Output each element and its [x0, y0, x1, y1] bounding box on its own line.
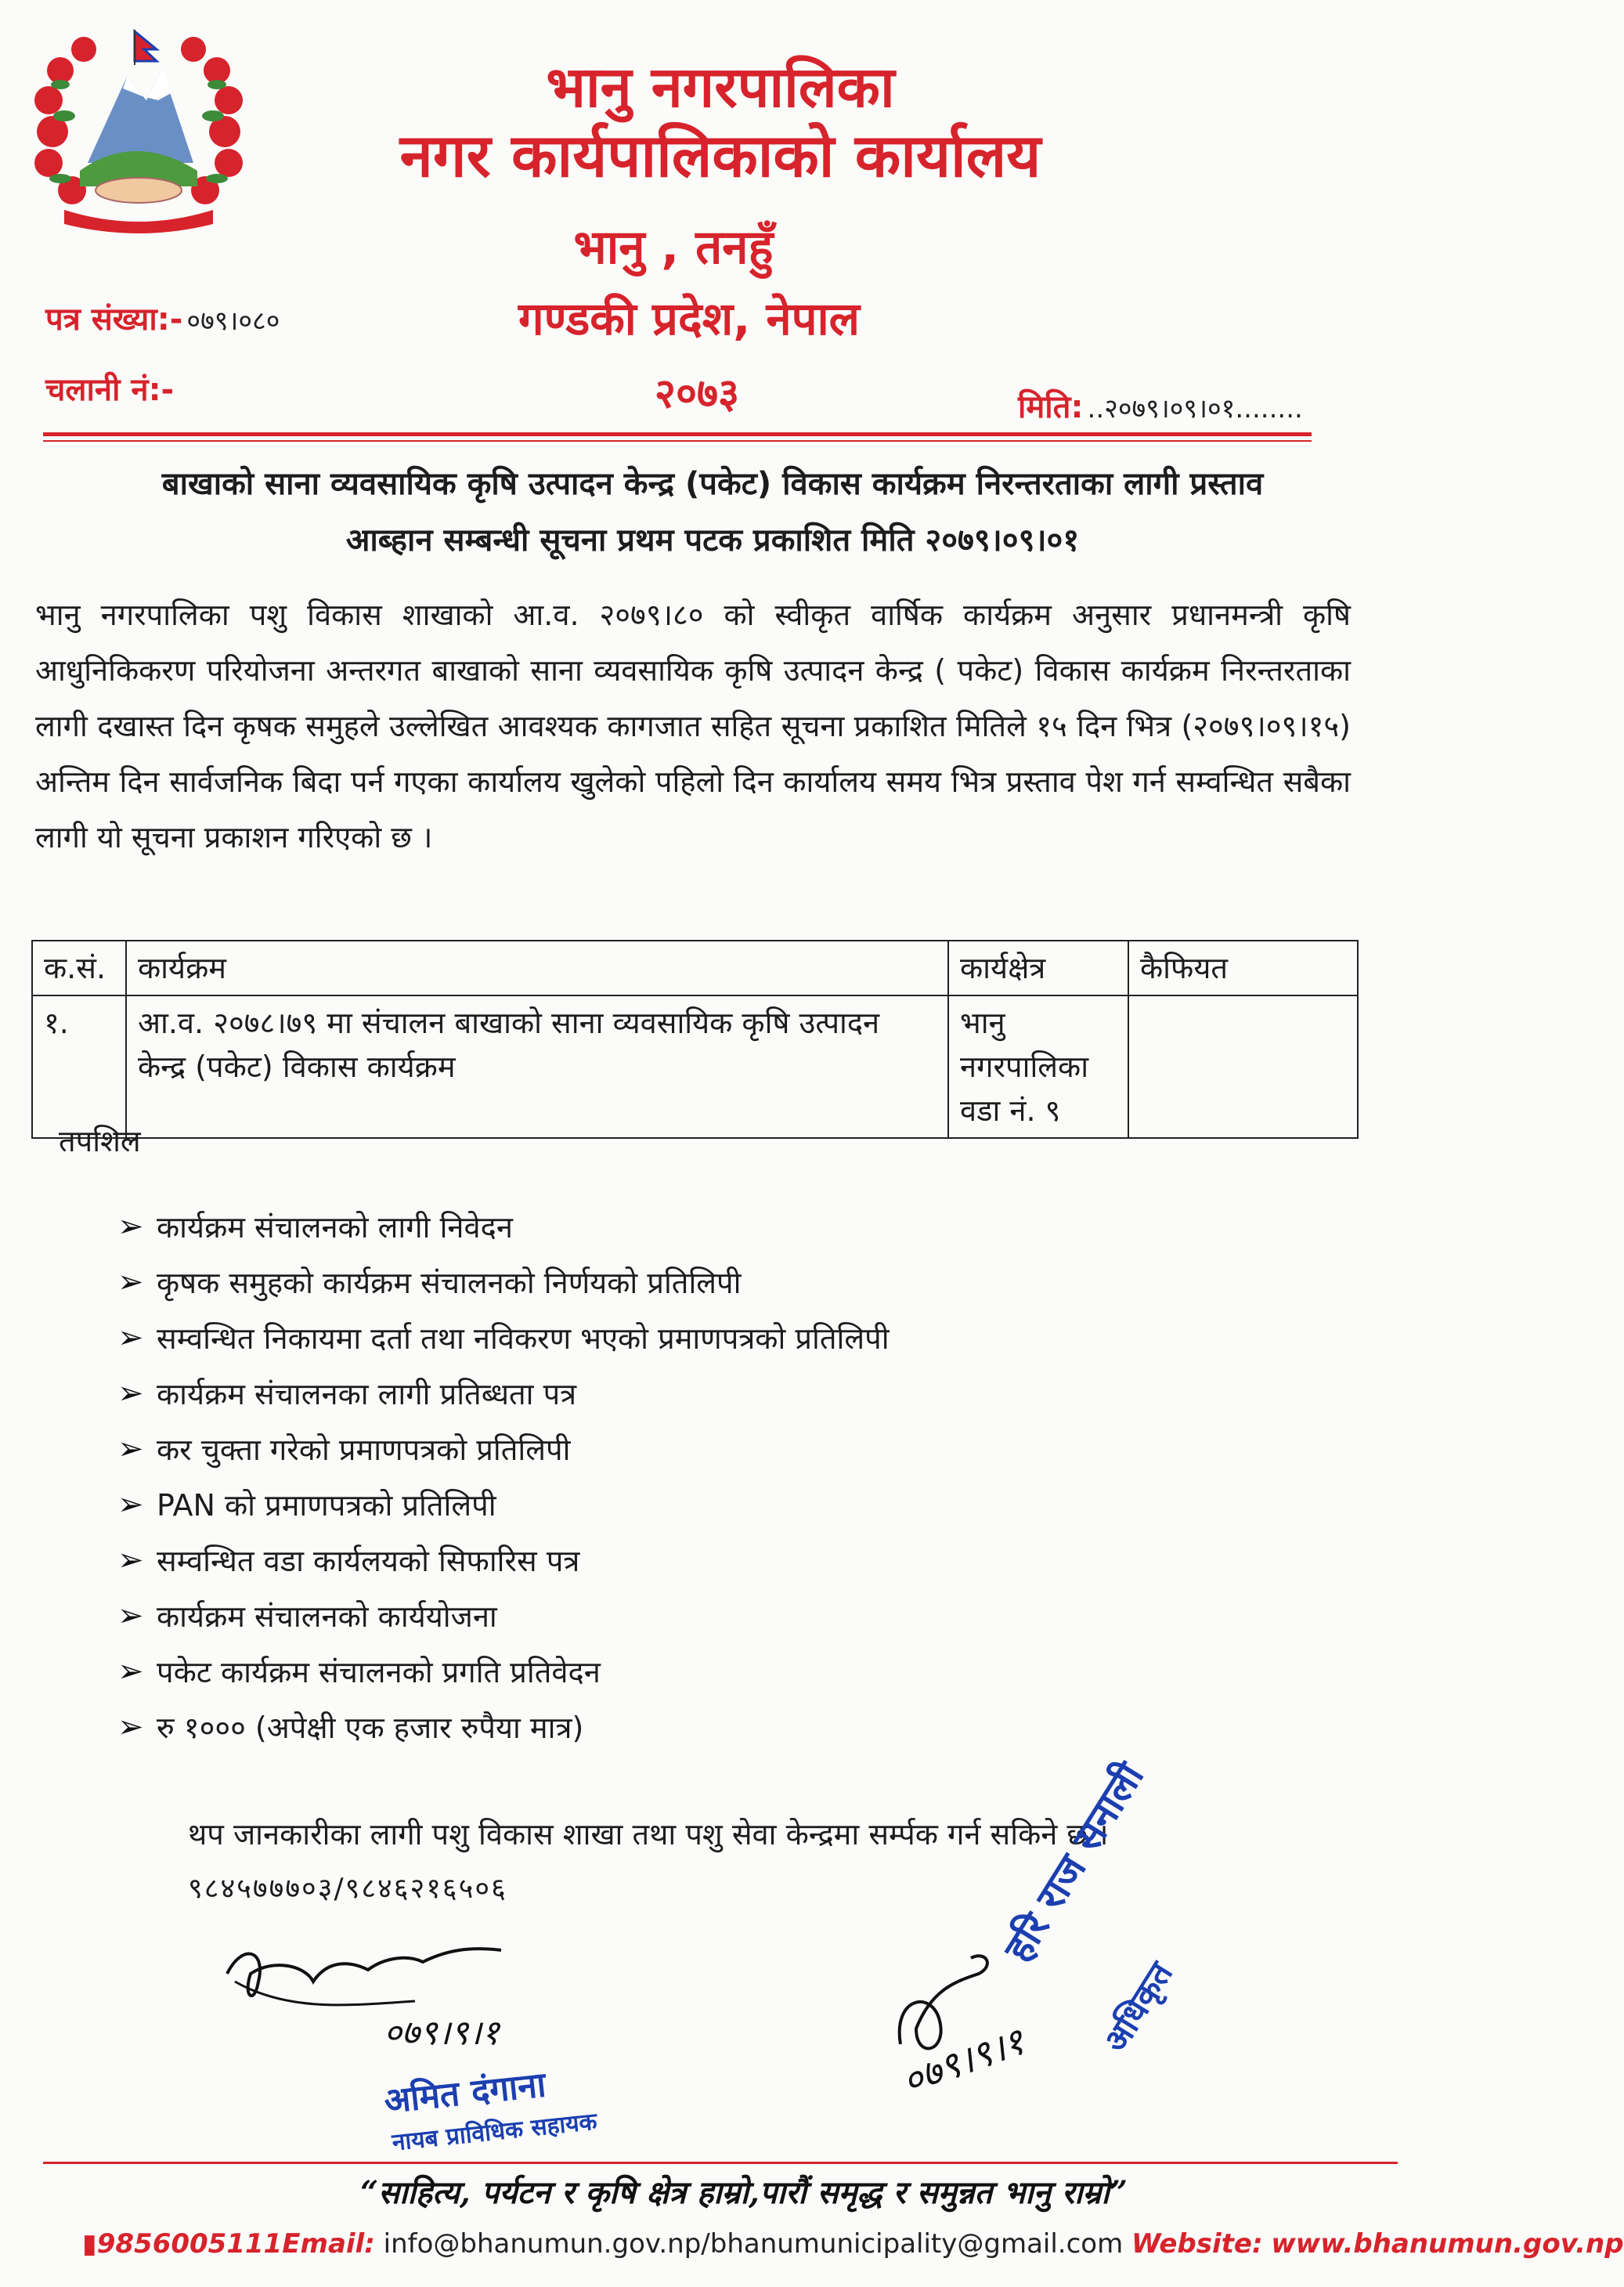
right-signature-date: ०७९।९।१: [896, 2019, 1030, 2105]
list-item: [117, 1198, 890, 1254]
area-line: वडा नं. ९: [960, 1093, 1061, 1128]
arrow-bullet-icon: ➢: [117, 1486, 144, 1523]
list-item-text: कार्यक्रम संचालनको कार्ययोजना: [157, 1599, 497, 1634]
cell-area: [948, 995, 1128, 1138]
list-item-text: कृषक समुहको कार्यक्रम संचालनको निर्णयको प्रतिलिपी: [157, 1265, 742, 1300]
list-item: [117, 1476, 890, 1532]
list-item: [117, 1588, 890, 1643]
cell-program: आ.व. २०७८।७९ मा संचालन बाखाको साना व्यवसायिक कृषि उत्पादन केन्द्र (पकेट) विकास कार्यक्रम: [126, 995, 948, 1138]
list-item-text: पकेट कार्यक्रम संचालनको प्रगति प्रतिवेदन: [157, 1654, 601, 1689]
date-value: ..२०७९।०९।०१........: [1087, 393, 1303, 425]
footer-contact: [82, 2228, 1624, 2260]
arrow-bullet-icon: ➢: [117, 1708, 144, 1745]
letter-date: [1018, 384, 1303, 427]
municipality-name: भानु नगरपालिका: [546, 54, 895, 120]
table-row: [32, 995, 1358, 1138]
list-item: [117, 1365, 890, 1421]
list-item-text: कार्यक्रम संचालनका लागी प्रतिब्धता पत्र: [157, 1376, 577, 1411]
arrow-bullet-icon: ➢: [117, 1541, 144, 1578]
province-country: गण्डकी प्रदेश, नेपाल: [518, 292, 860, 345]
footer-email-label: Email:: [282, 2228, 375, 2260]
footer-phone: 9856005111: [96, 2228, 283, 2260]
cell-serial: १.: [32, 995, 126, 1138]
arrow-bullet-icon: ➢: [117, 1208, 144, 1245]
left-signature: [211, 1927, 564, 2076]
arrow-bullet-icon: ➢: [117, 1319, 144, 1356]
list-item: [117, 1254, 890, 1310]
footer-divider: [43, 2162, 1398, 2164]
reference-label: पत्र संख्या:-: [45, 302, 183, 338]
list-item: [117, 1532, 890, 1588]
header-divider: [43, 432, 1312, 436]
subject-line-1: बाखाको साना व्यवसायिक कृषि उत्पादन केन्द्र (पकेट) विकास कार्यक्रम निरन्तरताका लागी प्रस्ताव: [161, 466, 1264, 502]
date-label: मिति:: [1018, 389, 1084, 425]
list-item: [117, 1643, 890, 1699]
dispatch-label: चलानी नं:-: [45, 372, 175, 408]
arrow-bullet-icon: ➢: [117, 1653, 144, 1689]
list-item-text: PAN को प्रमाणपत्रको प्रतिलिपी: [157, 1487, 496, 1523]
closing-note: थप जानकारीका लागी पशु विकास शाखा तथा पशु सेवा केन्द्रमा सर्म्पक गर्न सकिने छ ।: [188, 1817, 1109, 1852]
contact-phones: ९८४५७७७०३/९८४६२१६५०६: [188, 1873, 507, 1905]
header-remarks: कैफियत: [1128, 941, 1358, 995]
header-divider-thin: [43, 440, 1312, 442]
header-program: कार्यक्रम: [126, 941, 948, 995]
reference-number: [45, 296, 280, 339]
cell-remarks: [1128, 995, 1358, 1138]
subject-line-2: आब्हान सम्बन्धी सूचना प्रथम पटक प्रकाशित मिति २०७९।०९।०१: [345, 522, 1080, 558]
details-label: तपशिल: [59, 1124, 141, 1158]
left-stamp-name: अमित दंगाना: [382, 2065, 548, 2122]
arrow-bullet-icon: ➢: [117, 1375, 144, 1411]
municipality-slogan: “साहित्य, पर्यटन र कृषि क्षेत्र हाम्रो,पारौं समृद्ध र समुन्नत भानु राम्रो”: [360, 2174, 1128, 2211]
list-item-text: सम्वन्धित वडा कार्यलयको सिफारिस पत्र: [157, 1543, 580, 1578]
dispatch-number: [45, 367, 174, 410]
reference-value: ०७९।०८०: [186, 305, 280, 337]
list-item-text: कर चुक्ता गरेको प्रमाणपत्रको प्रतिलिपी: [157, 1432, 571, 1467]
arrow-bullet-icon: ➢: [117, 1597, 144, 1634]
established-year: २०७३: [654, 370, 740, 417]
list-item: [117, 1421, 890, 1476]
area-line: नगरपालिका: [960, 1050, 1089, 1084]
list-item-text: रु १००० (अपेक्षी एक हजार रुपैया मात्र): [157, 1710, 584, 1745]
left-signature-date: ०७९।९।१: [384, 2013, 500, 2053]
notice-body-paragraph: भानु नगरपालिका पशु विकास शाखाको आ.व. २०७९।८० को स्वीकृत वार्षिक कार्यक्रम अनुसार प्रधानमन्त्री कृषि आधुनिकिकरण परियोजना अन्तरगत बाखाको साना व्यवसायिक कृषि उत्पादन केन्द्र ( पकेट) विकास कार्यक्रम निरन्तरताका लागी दखास्त दिन कृषक समुहले उल्लेखित आवश्यक कागजात सहित सूचना प्रकाशित मितिले १५ दिन भित्र (२०७९।०९।१५) अन्तिम दिन सार्वजनिक बिदा पर्न गएका कार्यालय खुलेको पहिलो दिन कार्यालय समय भित्र प्रस्ताव पेश गर्न सम्वन्धित सबैका लागी यो सूचना प्रकाशन गरिएको छ ।: [35, 598, 1351, 854]
list-item: [117, 1699, 890, 1754]
nepal-emblem-logo: [17, 14, 260, 237]
table-header-row: [32, 941, 1358, 995]
list-item-text: सम्वन्धित निकायमा दर्ता तथा नविकरण भएको प्रमाणपत्रको प्रतिलिपी: [157, 1321, 890, 1356]
office-name: नगर कार्यपालिकाको कार्यालय: [399, 121, 1041, 190]
list-item-text: कार्यक्रम संचालनको लागी निवेदन: [157, 1209, 513, 1245]
arrow-bullet-icon: ➢: [117, 1430, 144, 1467]
footer-website-label: Website:: [1131, 2228, 1263, 2260]
left-stamp-title: नायब प्राविधिक सहायक: [391, 2108, 599, 2157]
footer-website[interactable]: www.bhanumun.gov.np: [1271, 2228, 1624, 2260]
right-stamp-name: हरि राज सनाली: [994, 1754, 1153, 1970]
footer-email[interactable]: info@bhanumun.gov.np/bhanumunicipality@gmail.com: [383, 2228, 1124, 2260]
office-location: भानु , तनहुँ: [573, 220, 774, 275]
phone-icon: ▮: [82, 2228, 97, 2260]
list-item: [117, 1310, 890, 1365]
header-area: कार्यक्षेत्र: [948, 941, 1128, 995]
arrow-bullet-icon: ➢: [117, 1263, 144, 1300]
area-line: भानु: [960, 1006, 1005, 1040]
right-stamp-title: अधिकृत: [1095, 1955, 1181, 2059]
header-serial: क.सं.: [32, 941, 126, 995]
required-documents-list: [117, 1198, 890, 1754]
program-table: [31, 940, 1359, 1139]
